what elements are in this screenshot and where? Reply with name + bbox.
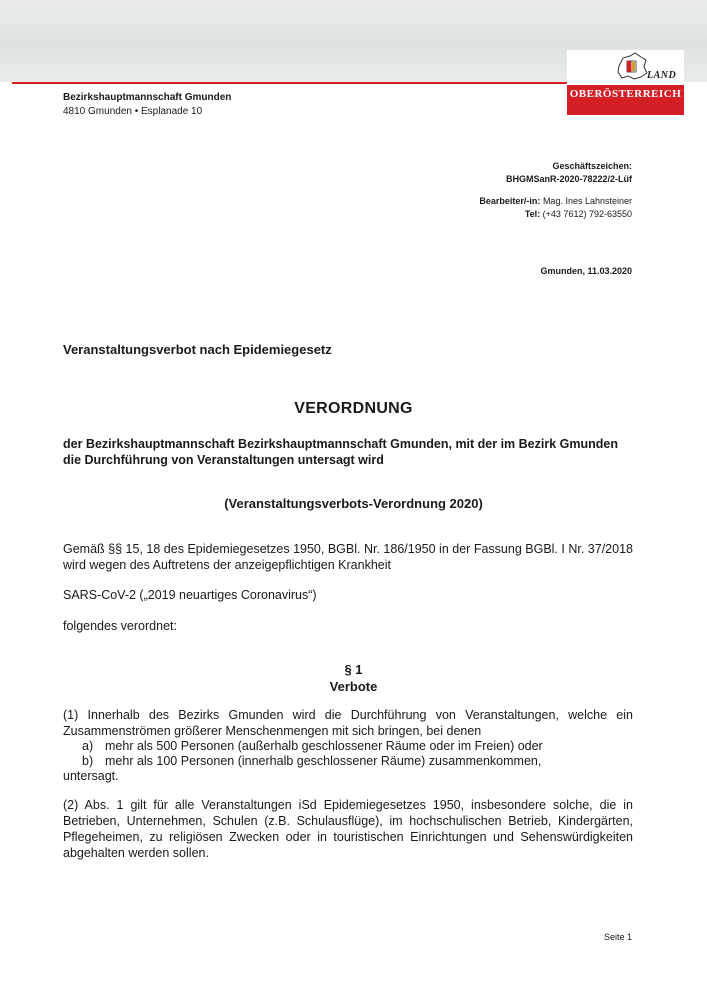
phone-label: Tel:: [524, 209, 541, 219]
land-oberoesterreich-logo: [567, 50, 684, 115]
section-1-paragraph-2: (2) Abs. 1 gilt für alle Veranstaltungen iSd Epidemiegesetzes 1950, insbesondere solche, die in Betrieben, Unternehmen, Schulen (z.B. Schulausflüge), im hochschulischen Betrieb, Kindergärten, Pflegeheimen, zu religiösen Zwecken oder in touristischen Einrichtungen und Sehenswürdigkeiten abgehalten werden sollen.: [63, 798, 633, 860]
reference-label: Geschäftszeichen:: [552, 161, 632, 171]
document-title: VERORDNUNG: [294, 400, 413, 417]
section-title: Verbote: [329, 679, 378, 694]
list-item-label: a): [82, 739, 94, 753]
list-item-label: b): [82, 754, 94, 768]
short-title: (Veranstaltungsverbots-Verordnung 2020): [224, 496, 483, 511]
section-1-heading: [0, 661, 707, 695]
clerk-label: Bearbeiter/-in:: [479, 196, 541, 206]
document-subtitle: der Bezirkshauptmannschaft Bezirkshauptmannschaft Gmunden, mit der im Bezirk Gmunden die Durchführung von Veranstaltungen untersagt wird: [63, 437, 618, 467]
authority-name: Bezirkshauptmannschaft Gmunden: [63, 92, 232, 103]
enactment-line: folgendes verordnet:: [63, 619, 177, 633]
place-date: Gmunden, 11.03.2020: [540, 266, 632, 276]
clerk-block: [479, 195, 632, 221]
list-item: [82, 738, 543, 754]
reference-value: BHGMSanR-2020-78222/2-Lüf: [505, 174, 632, 184]
reference-block: [506, 160, 632, 186]
phone-value: (+43 7612) 792-63550: [542, 209, 632, 219]
clerk-value: Mag. Ines Lahnsteiner: [542, 196, 632, 206]
logo-word-land: LAND: [647, 70, 677, 81]
logo-word-state: OBERÖSTERREICH: [567, 85, 684, 115]
authority-address: 4810 Gmunden • Esplanade 10: [63, 106, 203, 117]
upper-austria-map-icon: [615, 52, 649, 82]
page-number: Seite 1: [603, 932, 632, 942]
preamble-paragraph: Gemäß §§ 15, 18 des Epidemiegesetzes 1950, BGBl. Nr. 186/1950 in der Fassung BGBl. I Nr. 37/2018 wird wegen des Auftretens der anzeigepflichtigen Krankheit: [63, 542, 633, 572]
section-number: § 1: [344, 662, 363, 677]
sender-block: [63, 91, 231, 119]
section-1-paragraph-1-end: untersagt.: [63, 769, 119, 783]
subject-line: Veranstaltungsverbot nach Epidemiegesetz: [63, 342, 332, 357]
list-item-text: mehr als 100 Personen (innerhalb geschlossener Räume) zusammenkommen,: [105, 754, 542, 768]
pathogen-line: SARS-CoV-2 („2019 neuartiges Coronavirus“): [63, 588, 317, 602]
list-item-text: mehr als 500 Personen (außerhalb geschlossener Räume oder im Freien) oder: [105, 739, 543, 753]
list-item: [82, 753, 541, 769]
section-1-paragraph-1: (1) Innerhalb des Bezirks Gmunden wird die Durchführung von Veranstaltungen, welche ein Zusammenströmen größerer Menschenmengen mit sich bringen, bei denen: [63, 708, 633, 738]
